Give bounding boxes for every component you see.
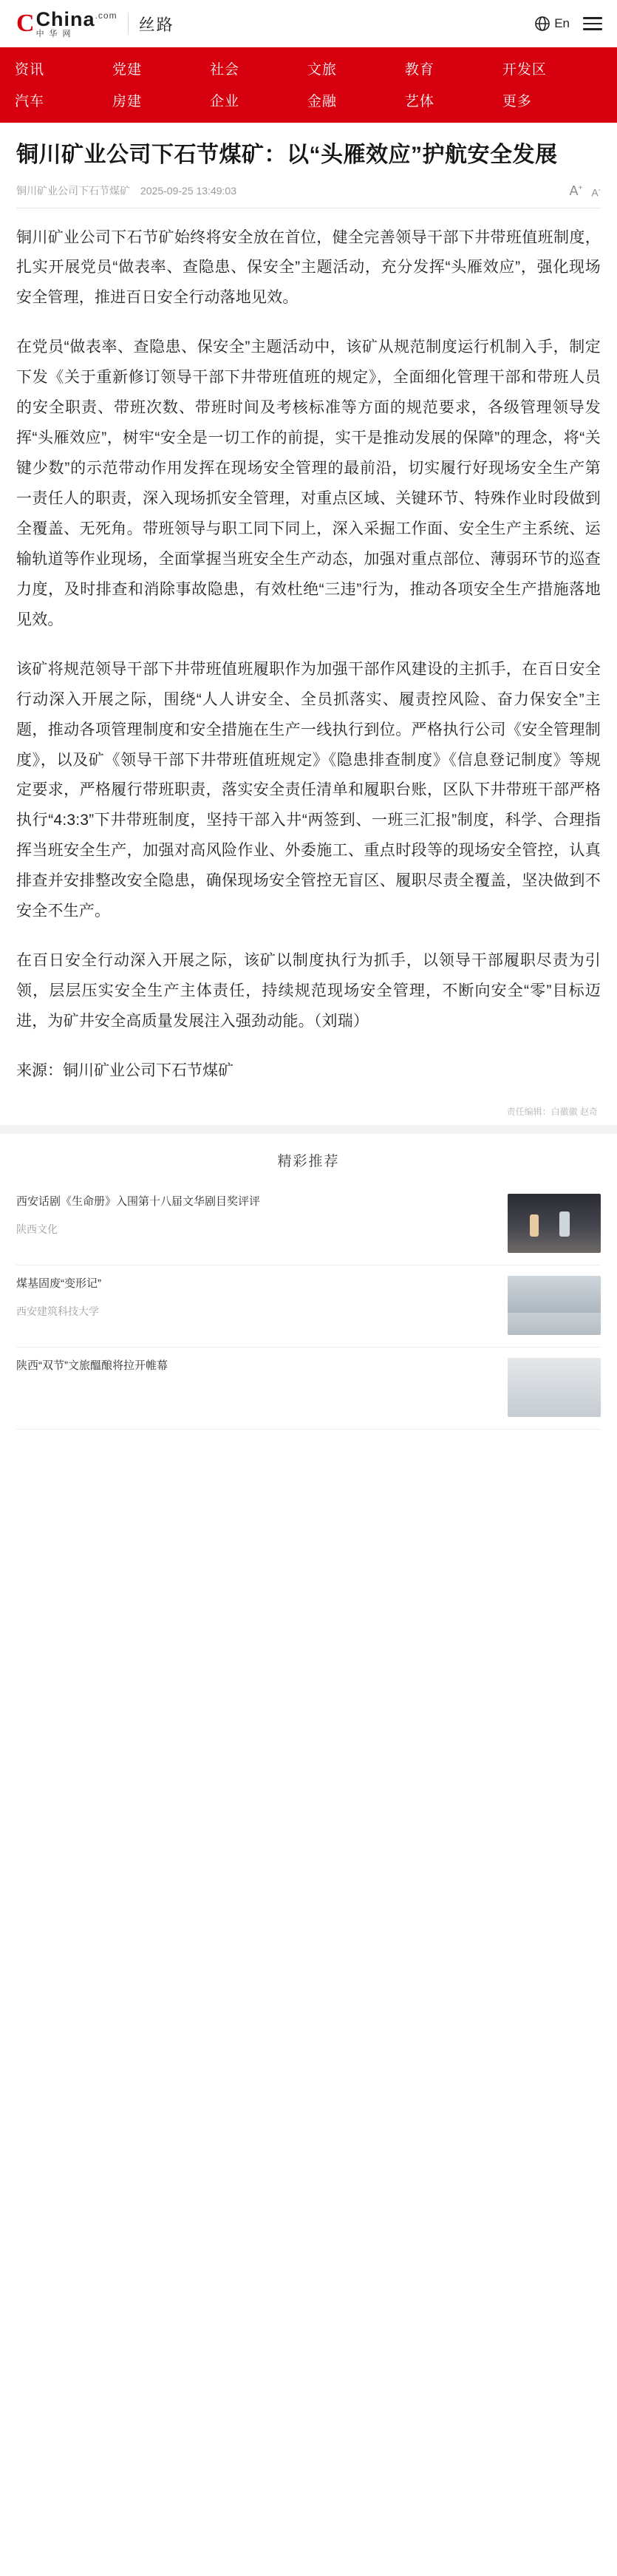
nav-item-qiche[interactable]: 汽车 [15, 94, 45, 109]
article-paragraph-2: 在党员“做表率、查隐患、保安全”主题活动中，该矿从规范制度运行机制入手，制定下发《关于重新修订领导干部下井带班值班的规定》，全面细化管理干部和带班人员的安全职责、带班次数、带班时间及考核标准等方面的规范要求，各级管理领导发挥“头雁效应”，树牢“安全是一切工作的前提，实干是推动发展的保障”的理念，将“关键少数”的示范带动作用发挥在现场安全管理的最前沿，切实履行好现场安全生产第一责任人的职责，深入现场抓安全管理，对重点区域、关键环节、特殊作业时段做到全覆盖、无死角。带班领导与职工同下同上，深入采掘工作面、安全生产主系统、运输轨道等作业现场，全面掌握当班安全生产动态，加强对重点部位、薄弱环节的巡查力度，及时排查和消除事故隐患，有效杜绝“三违”行为，推动各项安全生产措施落地见效。 [16, 339, 601, 628]
list-item[interactable] [16, 1265, 601, 1348]
article-body [0, 123, 617, 1118]
industrial-photo-thumb [508, 1276, 601, 1335]
nav-item-wenlv[interactable]: 文旅 [307, 62, 337, 78]
header-divider [128, 13, 129, 35]
article-paragraph-3: 该矿将规范领导干部下井带班值班履职作为加强干部作风建设的主抓手，在百日安全行动深入开展之际，围绕“人人讲安全、全员抓落实、履责控风险、奋力保安全”主题，推动各项管理制度和安全措施在生产一线执行到位。严格执行公司《安全管理制度》，以及矿《领导干部下井带班值班规定》《隐患排查制度》《信息登记制度》等规定要求，严格履行带班职责，落实安全责任清单和履职台账，区队下井带班干部严格执行“4:3:3”下井带班制度，坚持干部入井“两签到、一班三汇报”制度，科学、合理指挥当班安全生产，加强对高风险作业、外委施工、重点时段等的现场安全管控，认真排查并安排整改安全隐患，确保现场安全管控无盲区、履职尽责全覆盖，坚决做到不安全不生产。 [16, 660, 601, 920]
list-item[interactable] [16, 1183, 601, 1265]
nav-row-1 [15, 55, 602, 82]
increase-font-sup: + [578, 183, 583, 192]
article-timestamp: 2025-09-25 13:49:03 [140, 185, 236, 197]
nav-item-qiye[interactable]: 企业 [209, 94, 239, 109]
site-header [0, 0, 617, 47]
decrease-font-button[interactable] [591, 186, 601, 199]
language-label: En [554, 16, 570, 30]
logo-main-text: China [35, 7, 95, 30]
increase-font-button[interactable] [569, 183, 582, 199]
increase-font-label: A [569, 183, 579, 198]
nav-item-yiti[interactable]: 艺体 [404, 94, 434, 109]
recommendation-text [16, 1194, 497, 1237]
nav-item-kaifaqu[interactable]: 开发区 [502, 62, 547, 78]
article-meta-left [16, 183, 236, 198]
scenery-photo-thumb [508, 1358, 601, 1417]
header-actions [534, 0, 604, 47]
recommendations-title: 精彩推荐 [277, 1153, 340, 1169]
recommendation-text [16, 1358, 497, 1387]
article-paragraph-1: 铜川矿业公司下石节矿始终将安全放在首位，健全完善领导干部下井带班值班制度，扎实开展党员“做表率、查隐患、保安全”主题活动，充分发挥“头雁效应”，强化现场安全管理，推进百日安全行动落地见效。 [16, 228, 601, 307]
theatre-photo-thumb [508, 1194, 601, 1253]
logo-mark-icon: C [16, 9, 35, 37]
article-meta [16, 183, 601, 208]
site-logo[interactable] [16, 9, 117, 39]
recommendation-source: 陕西文化 [16, 1223, 58, 1236]
recommendation-headline[interactable]: 西安话剧《生命册》入围第十八届文华剧目奖评评 [16, 1194, 261, 1208]
nav-row-2 [15, 86, 602, 114]
font-size-controls [569, 183, 601, 199]
recommendation-headline[interactable]: 煤基固废“变形记” [16, 1277, 101, 1290]
globe-icon [534, 15, 551, 33]
decrease-font-sup: - [598, 186, 601, 194]
nav-item-shehui[interactable]: 社会 [209, 62, 239, 78]
language-switcher[interactable] [534, 15, 570, 33]
page-title: 铜川矿业公司下石节煤矿：以“头雁效应”护航安全发展 [16, 143, 558, 167]
article-source: 铜川矿业公司下石节煤矿 [16, 185, 130, 197]
section-separator [0, 1125, 617, 1134]
recommendation-source: 西安建筑科技大学 [16, 1305, 99, 1318]
article-source-line: 来源：铜川矿业公司下石节煤矿 [16, 1061, 233, 1079]
recommendation-text [16, 1276, 497, 1319]
primary-navigation [0, 47, 617, 123]
decrease-font-label: A [591, 186, 599, 199]
channel-title: 丝路 [138, 15, 174, 34]
nav-item-fangjian[interactable]: 房建 [112, 94, 142, 109]
article-paragraph-4: 在百日安全行动深入开展之际，该矿以制度执行为抓手，以领导干部履职尽责为引领，层层压实安全生产主体责任，持续规范现场安全管理，不断向安全“零”目标迈进，为矿井安全高质量发展注入强劲动能。（刘瑞） [16, 952, 601, 1030]
nav-item-jinrong[interactable]: 金融 [307, 94, 337, 109]
hamburger-menu-icon[interactable] [582, 14, 604, 33]
logo-wordmark [36, 9, 117, 30]
nav-item-more[interactable]: 更多 [502, 94, 532, 109]
nav-item-dangjian[interactable]: 党建 [112, 62, 142, 78]
nav-item-jiaoyu[interactable]: 教育 [404, 62, 434, 78]
recommendations-section [0, 1134, 617, 1452]
article-editor-credit: 责任编辑：白徽徽 赵奇 [506, 1106, 598, 1117]
recommendation-headline[interactable]: 陕西“双节”文旅醞酿将拉开帷幕 [16, 1359, 168, 1372]
list-item[interactable] [16, 1348, 601, 1430]
logo-dotcom-text: .com [95, 10, 117, 21]
nav-item-zixun[interactable]: 资讯 [15, 62, 45, 78]
logo-subtitle: 中华网 [35, 29, 76, 38]
